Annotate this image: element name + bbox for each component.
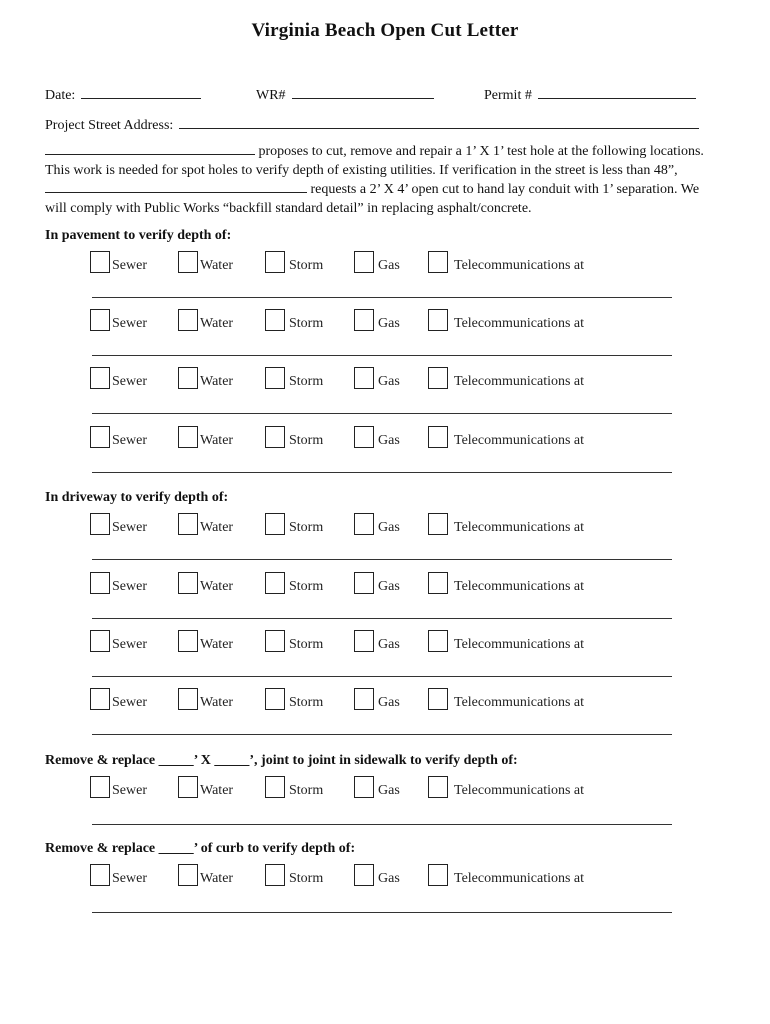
gas-label: Gas <box>378 637 400 652</box>
storm-checkbox[interactable] <box>265 572 285 594</box>
telecom-checkbox[interactable] <box>428 688 448 710</box>
wr-label: WR# <box>256 88 286 103</box>
wr-line <box>256 84 434 104</box>
telecom-checkbox[interactable] <box>428 367 448 389</box>
utility-row <box>0 309 770 335</box>
company-blank-1[interactable] <box>45 142 255 155</box>
water-checkbox[interactable] <box>178 572 198 594</box>
sewer-checkbox[interactable] <box>90 864 110 886</box>
paragraph-part-2: requests a 2’ X 4’ open cut to hand lay conduit with 1’ separation. We will comply with Public Works “backfill standard detail” in replacing asphalt/concrete. <box>45 182 700 216</box>
utility-row <box>0 251 770 277</box>
utility-row <box>0 864 770 890</box>
utility-row <box>0 688 770 714</box>
location-line[interactable] <box>92 676 672 677</box>
paragraph-part-1: proposes to cut, remove and repair a 1’ X 1’ test hole at the following locations. This work is needed for spot holes to verify depth of existing utilities. If verification in the street is less than 48”, <box>45 144 704 178</box>
storm-checkbox[interactable] <box>265 251 285 273</box>
storm-checkbox[interactable] <box>265 513 285 535</box>
sewer-checkbox[interactable] <box>90 426 110 448</box>
sewer-label: Sewer <box>112 579 147 594</box>
telecom-checkbox[interactable] <box>428 251 448 273</box>
gas-label: Gas <box>378 433 400 448</box>
gas-label: Gas <box>378 316 400 331</box>
gas-checkbox[interactable] <box>354 572 374 594</box>
storm-label: Storm <box>289 871 324 886</box>
water-checkbox[interactable] <box>178 776 198 798</box>
sewer-label: Sewer <box>112 433 147 448</box>
gas-checkbox[interactable] <box>354 426 374 448</box>
section-heading: In driveway to verify depth of: <box>45 490 229 505</box>
address-field[interactable] <box>179 114 699 129</box>
storm-label: Storm <box>289 579 324 594</box>
storm-checkbox[interactable] <box>265 426 285 448</box>
water-label: Water <box>200 637 234 652</box>
wr-field[interactable] <box>292 84 434 99</box>
telecom-checkbox[interactable] <box>428 513 448 535</box>
date-field[interactable] <box>81 84 201 99</box>
water-checkbox[interactable] <box>178 688 198 710</box>
sewer-checkbox[interactable] <box>90 572 110 594</box>
gas-checkbox[interactable] <box>354 864 374 886</box>
telecom-checkbox[interactable] <box>428 630 448 652</box>
telecom-label: Telecommunications at <box>454 783 585 798</box>
telecom-label: Telecommunications at <box>454 258 585 273</box>
water-label: Water <box>200 695 234 710</box>
location-line[interactable] <box>92 297 672 298</box>
sewer-checkbox[interactable] <box>90 776 110 798</box>
utility-row <box>0 630 770 656</box>
water-checkbox[interactable] <box>178 513 198 535</box>
sewer-label: Sewer <box>112 637 147 652</box>
location-line[interactable] <box>92 734 672 735</box>
location-line[interactable] <box>92 824 672 825</box>
gas-checkbox[interactable] <box>354 776 374 798</box>
location-line[interactable] <box>92 559 672 560</box>
utility-row <box>0 367 770 393</box>
gas-checkbox[interactable] <box>354 251 374 273</box>
gas-checkbox[interactable] <box>354 513 374 535</box>
gas-label: Gas <box>378 871 400 886</box>
permit-line <box>484 84 696 104</box>
storm-label: Storm <box>289 783 324 798</box>
water-checkbox[interactable] <box>178 426 198 448</box>
location-line[interactable] <box>92 618 672 619</box>
storm-label: Storm <box>289 374 324 389</box>
permit-field[interactable] <box>538 84 696 99</box>
sewer-checkbox[interactable] <box>90 251 110 273</box>
storm-checkbox[interactable] <box>265 776 285 798</box>
sewer-checkbox[interactable] <box>90 367 110 389</box>
water-label: Water <box>200 374 234 389</box>
section-heading: Remove & replace _____’ of curb to verify depth of: <box>45 841 356 856</box>
location-line[interactable] <box>92 355 672 356</box>
gas-label: Gas <box>378 258 400 273</box>
telecom-checkbox[interactable] <box>428 776 448 798</box>
telecom-checkbox[interactable] <box>428 864 448 886</box>
section-heading: Remove & replace _____’ X _____’, joint to joint in sidewalk to verify depth of: <box>45 753 518 768</box>
telecom-checkbox[interactable] <box>428 309 448 331</box>
telecom-label: Telecommunications at <box>454 637 585 652</box>
sewer-label: Sewer <box>112 783 147 798</box>
telecom-label: Telecommunications at <box>454 316 585 331</box>
sewer-label: Sewer <box>112 695 147 710</box>
utility-row <box>0 426 770 452</box>
location-line[interactable] <box>92 413 672 414</box>
gas-label: Gas <box>378 695 400 710</box>
water-label: Water <box>200 783 234 798</box>
storm-checkbox[interactable] <box>265 864 285 886</box>
gas-label: Gas <box>378 374 400 389</box>
storm-label: Storm <box>289 695 324 710</box>
sewer-checkbox[interactable] <box>90 630 110 652</box>
sewer-label: Sewer <box>112 316 147 331</box>
location-line[interactable] <box>92 912 672 913</box>
water-checkbox[interactable] <box>178 630 198 652</box>
water-label: Water <box>200 258 234 273</box>
telecom-label: Telecommunications at <box>454 695 585 710</box>
telecom-checkbox[interactable] <box>428 426 448 448</box>
water-label: Water <box>200 871 234 886</box>
sewer-checkbox[interactable] <box>90 309 110 331</box>
gas-label: Gas <box>378 579 400 594</box>
water-checkbox[interactable] <box>178 864 198 886</box>
location-line[interactable] <box>92 472 672 473</box>
storm-label: Storm <box>289 316 324 331</box>
storm-checkbox[interactable] <box>265 688 285 710</box>
date-label: Date: <box>45 88 76 103</box>
water-label: Water <box>200 579 234 594</box>
utility-row <box>0 572 770 598</box>
date-line <box>45 84 201 104</box>
company-blank-2[interactable] <box>45 180 307 193</box>
storm-checkbox[interactable] <box>265 309 285 331</box>
gas-label: Gas <box>378 783 400 798</box>
water-checkbox[interactable] <box>178 309 198 331</box>
permit-label: Permit # <box>484 88 532 103</box>
water-label: Water <box>200 316 234 331</box>
telecom-label: Telecommunications at <box>454 374 585 389</box>
address-label: Project Street Address: <box>45 118 174 133</box>
storm-checkbox[interactable] <box>265 367 285 389</box>
telecom-label: Telecommunications at <box>454 433 585 448</box>
water-label: Water <box>200 520 234 535</box>
storm-label: Storm <box>289 258 324 273</box>
telecom-label: Telecommunications at <box>454 520 585 535</box>
utility-row <box>0 776 770 802</box>
address-line <box>45 114 699 134</box>
sewer-label: Sewer <box>112 871 147 886</box>
storm-label: Storm <box>289 520 324 535</box>
gas-label: Gas <box>378 520 400 535</box>
gas-checkbox[interactable] <box>354 688 374 710</box>
sewer-checkbox[interactable] <box>90 513 110 535</box>
gas-checkbox[interactable] <box>354 309 374 331</box>
sewer-label: Sewer <box>112 520 147 535</box>
sewer-label: Sewer <box>112 258 147 273</box>
telecom-label: Telecommunications at <box>454 871 585 886</box>
gas-checkbox[interactable] <box>354 630 374 652</box>
intro-paragraph <box>45 142 717 218</box>
section-heading: In pavement to verify depth of: <box>45 228 232 243</box>
telecom-label: Telecommunications at <box>454 579 585 594</box>
storm-label: Storm <box>289 637 324 652</box>
water-label: Water <box>200 433 234 448</box>
page-title: Virginia Beach Open Cut Letter <box>251 20 519 41</box>
gas-checkbox[interactable] <box>354 367 374 389</box>
storm-checkbox[interactable] <box>265 630 285 652</box>
water-checkbox[interactable] <box>178 251 198 273</box>
telecom-checkbox[interactable] <box>428 572 448 594</box>
utility-row <box>0 513 770 539</box>
water-checkbox[interactable] <box>178 367 198 389</box>
storm-label: Storm <box>289 433 324 448</box>
sewer-checkbox[interactable] <box>90 688 110 710</box>
sewer-label: Sewer <box>112 374 147 389</box>
